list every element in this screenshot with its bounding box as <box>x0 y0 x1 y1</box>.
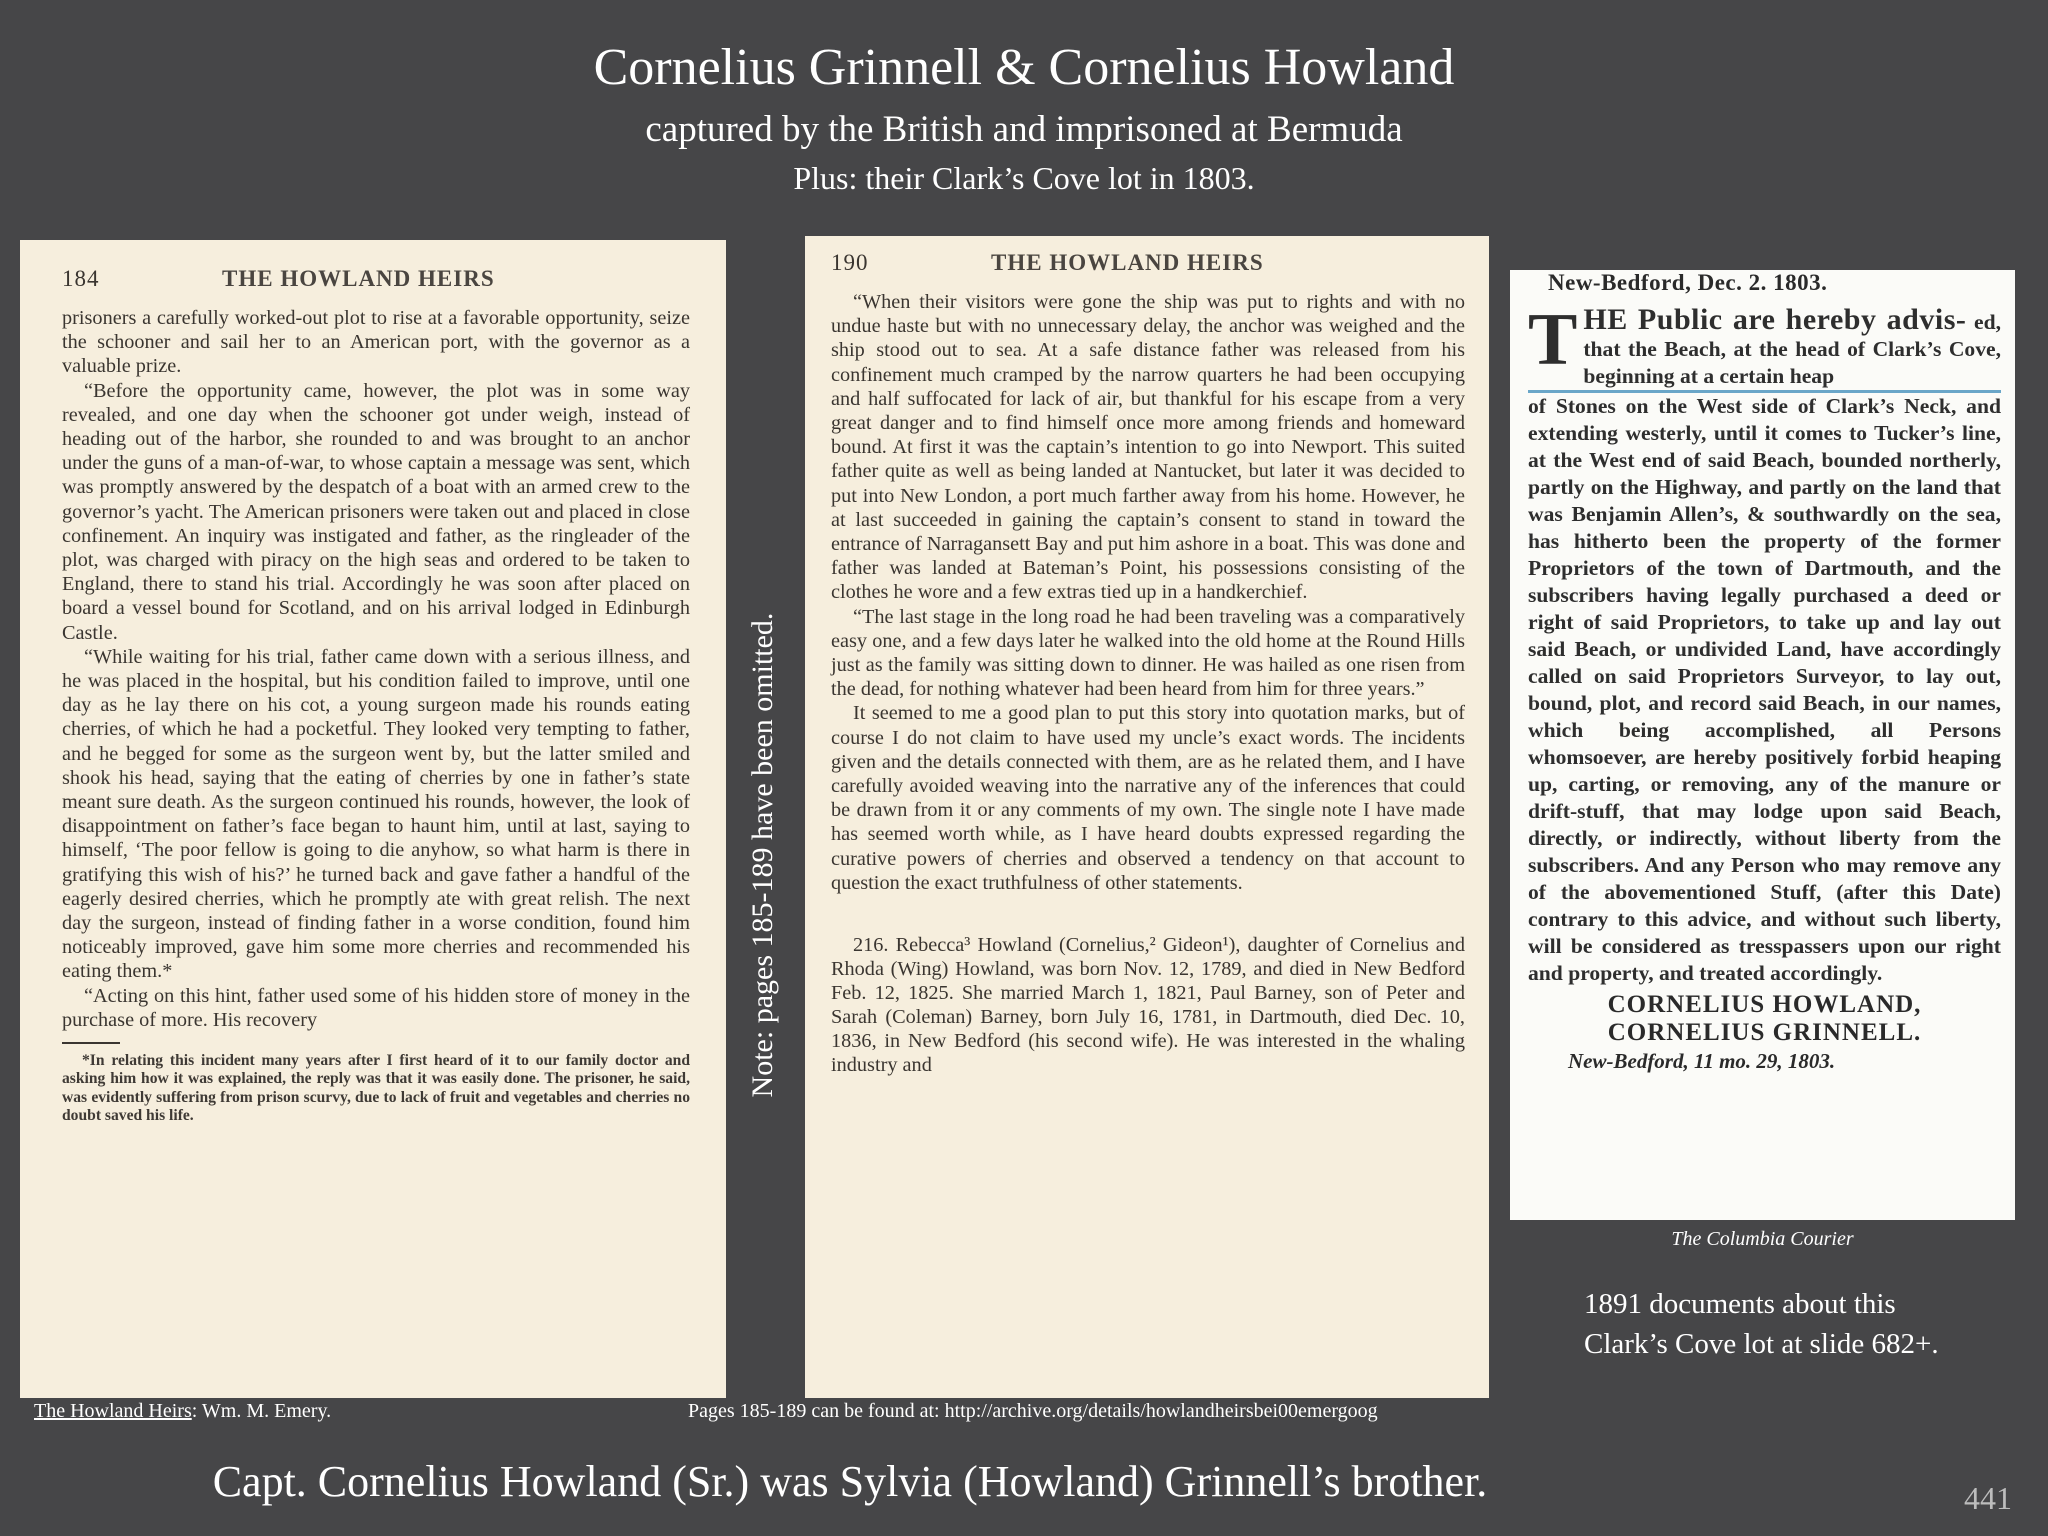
running-head: THE HOWLAND HEIRS <box>991 250 1264 275</box>
source-title: The Howland Heirs <box>34 1400 192 1422</box>
newspaper-clipping <box>1510 270 2015 1220</box>
footnote-rule <box>62 1042 120 1044</box>
doc-1891-line: 1891 documents about this <box>1584 1288 1896 1320</box>
source-author: : Wm. M. Emery. <box>191 1400 332 1422</box>
paragraph: “Before the opportunity came, however, the plot was in some way revealed, and one day when the schooner got under weigh, instead of heading out of the harbor, she rounded to and was brought to an anchor under the guns of a man-of-war, to whose captain a message was sent, which was promptly answered by the despatch of a boat with an armed crew to the governor’s yacht. The American prisoners were taken out and placed in close confinement. An inquiry was instigated and father, as the ringleader of the plot, was charged with piracy on the high seas and ordered to be taken to England, there to stand his trial. Accordingly he was soon after placed on board a vessel bound for Scotland, and on his arrival lodged in Edinburgh Castle. <box>62 379 690 644</box>
newspaper-dateline: New-Bedford, Dec. 2. 1803. <box>1548 270 1828 295</box>
page-body <box>831 290 1465 895</box>
slide-plus-note: Plus: their Clark’s Cove lot in 1803. <box>793 160 1255 196</box>
notice-signers <box>1528 991 2001 1047</box>
newspaper-notice <box>1528 299 2001 987</box>
paragraph: “While waiting for his trial, father came down with a serious illness, and he was placed in the hospital, but his condition failed to improve, until one day as he lay there on his cot, a young surgeon made his rounds eating cherries, of which he had a pocketful. They looked very tempting to father, and he begged for some as the surgeon went by, but the latter smiled and shook his head, saying that the eating of cherries by one in father’s state meant sure death. As the surgeon continued his rounds, however, the look of disappointment on father’s face began to haunt him, until at last, saying to himself, ‘The poor fellow is going to die anyhow, so what harm is there in gratifying this wish of his?’ he turned back and gave father a handful of the eagerly desired cherries, which he promptly ate with great relish. The next day the surgeon, instead of finding father in a worse condition, found him noticeably improved, gave him some more cherries and recommended his eating them.* <box>62 645 690 983</box>
page-header <box>831 250 1465 276</box>
omitted-pages-text: Note: pages 185-189 have been omitted. <box>746 612 779 1098</box>
footnote <box>62 1052 690 1125</box>
drop-cap: T <box>1528 299 1578 381</box>
source-citation <box>34 1400 331 1423</box>
notice-first-line: HE Public are hereby advis- <box>1583 303 1967 336</box>
page-header <box>62 266 690 292</box>
page-number: 184 <box>62 266 100 291</box>
paragraph: prisoners a carefully worked-out plot to rise at a favorable opportunity, seize the schooner and sail her to an American port, with the governor as a valuable prize. <box>62 307 690 378</box>
notice-sign-date: New-Bedford, 11 mo. 29, 1803. <box>1568 1049 1836 1073</box>
book-page-190 <box>805 236 1489 1398</box>
signer: CORNELIUS HOWLAND, <box>1607 991 1922 1018</box>
page-body <box>62 306 690 1032</box>
book-page-184 <box>20 240 726 1398</box>
page-number: 190 <box>831 250 869 275</box>
paragraph: It seemed to me a good plan to put this story into quotation marks, but of course I do not claim to have used my uncle’s exact words. The incidents given and the details connected with them, are as he related them, and I have carefully avoided weaving into the narrative any of the inferences that could be drawn from it or any comments of my own. The single note I have made has seemed worth while, as I have heard doubts expressed regarding the curative powers of cherries and observed a tendency on that account to question the exact truthfulness of other statements. <box>831 702 1465 894</box>
entry-text: 216. Rebecca³ Howland (Cornelius,² Gideon¹), daughter of Cornelius and Rhoda (Wing) Howland, was born Nov. 12, 1789, and died in New Bedford Feb. 12, 1825. She married March 1, 1821, Paul Barney, son of Peter and Sarah (Coleman) Barney, born July 16, 1781, in Dartmouth, died Dec. 10, 1836, in New Bedford (his second wife). He was interested in the whaling industry and <box>831 934 1465 1077</box>
footnote-text: *In relating this incident many years after I first heard of it to our family doctor and asking him how it was explained, the reply was that it was easily done. The prisoner, he said, was evidently suffering from prison scurvy, due to lack of fruit and vegetables and cherries no doubt saved his life. <box>62 1052 690 1124</box>
doc-1891-line: Clark’s Cove lot at slide 682+. <box>1584 1328 1939 1360</box>
notice-opening: ed, that the Beach, at the head of Clark’s Cove, beginning at a certain heap <box>1583 310 2001 388</box>
slide-footer-caption: Capt. Cornelius Howland (Sr.) was Sylvia (Howland) Grinnell’s brother. <box>212 1457 1488 1506</box>
slide-number: 441 <box>1964 1480 2012 1516</box>
genealogy-entry <box>831 933 1465 1077</box>
slide-subtitle: captured by the British and imprisoned at Bermuda <box>645 109 1403 150</box>
notice-body: of Stones on the West side of Clark’s Neck, and extending westerly, until it comes to Tucker’s line, at the West end of said Beach, bounded northerly, partly on the Highway, and partly on the land that was Benjamin Allen’s, & southwardly on the sea, has hitherto been the property of the former Proprietors of the town of Dartmouth, and the subscribers having legally purchased a deed or right of said Proprietors, to take up and lay out said Beach, or undivided Land, have accordingly called on said Proprietors Surveyor, to lay out, bound, plot, and record said Beach, in our names, which being accomplished, all Persons whomsoever, are hereby positively forbid heaping up, carting, or removing, any of the manure or drift-stuff, that may lodge upon said Beach, directly, or indirectly, without liberty from the subscribers. And any Person who may remove any of the abovementioned Stuff, (after this Date) contrary to this advice, and without such liberty, will be considered as tresspassers upon our right and property, and treated accordingly. <box>1528 394 2001 985</box>
paragraph: “When their visitors were gone the ship was put to rights and with no undue haste but with no unnecessary delay, the anchor was weighed and the ship stood out to sea. At a safe distance father was released from his confinement much cramped by the narrow quarters he had been occupying and half suffocated for lack of air, but thankful for his escape from a very great danger and to find himself once more among friends and homeward bound. At first it was the captain’s intention to go into Newport. This suited father quite as well as being landed at Nantucket, but later it was decided to put into New London, a port much farther away from his home. However, he at last succeeded in gaining the captain’s consent to stand in toward the entrance of Narragansett Bay and put him ashore in a boat. This was done and father was landed at Bateman’s Point, his possessions consisting of the clothes he wore and a few extras tied up in a handkerchief. <box>831 291 1465 604</box>
doc-1891-note <box>1584 1284 2024 1364</box>
highlight-rule <box>1528 390 2001 393</box>
paragraph: “The last stage in the long road he had been traveling was a comparatively easy one, and a few days later he walked into the old home at the Round Hills just as the family was sitting down to dinner. He was hailed as one risen from the dead, for nothing whatever had been heard from him for three years.” <box>831 605 1465 701</box>
newspaper-credit: The Columbia Courier <box>1671 1228 1854 1250</box>
source-link-note: Pages 185-189 can be found at: http://archive.org/details/howlandheirsbei00emergoog <box>688 1400 1378 1422</box>
slide-title: Cornelius Grinnell & Cornelius Howland <box>593 39 1455 96</box>
signer: CORNELIUS GRINNELL. <box>1607 1019 1922 1046</box>
paragraph: “Acting on this hint, father used some of his hidden store of money in the purchase of more. His recovery <box>62 984 690 1031</box>
running-head: THE HOWLAND HEIRS <box>222 266 495 291</box>
